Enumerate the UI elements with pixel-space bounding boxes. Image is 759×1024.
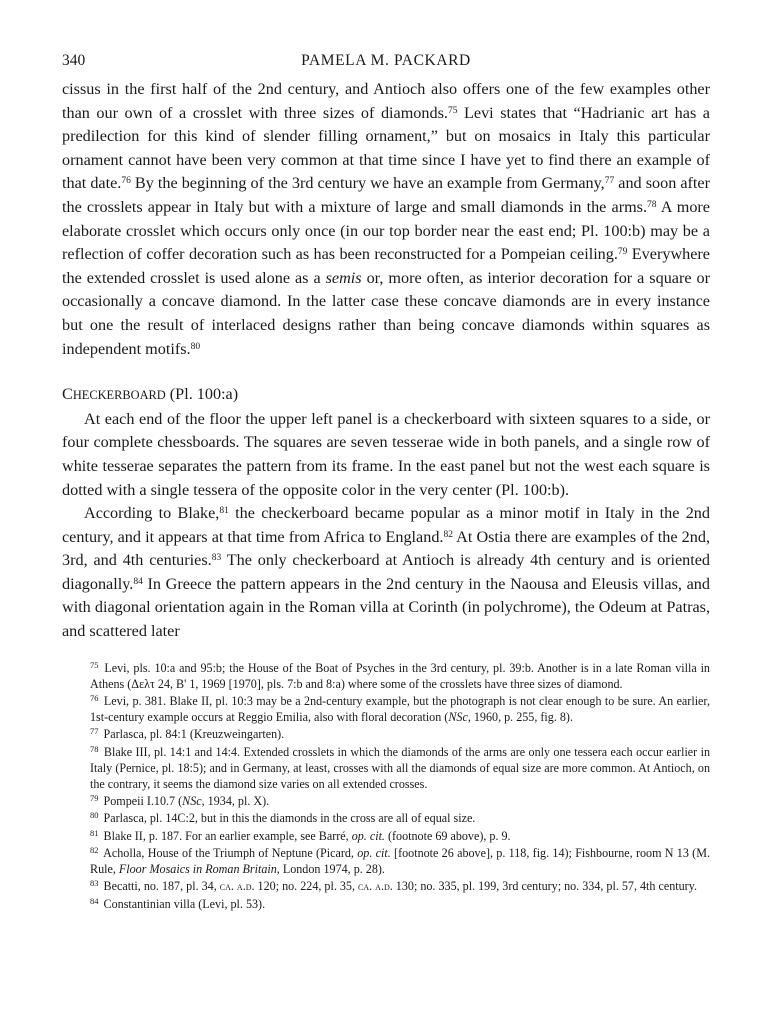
footnote-text: (footnote 69 above), p. 9. <box>384 828 511 843</box>
footnote-text: Acholla, House of the Triumph of Neptune (Picard, <box>103 845 358 860</box>
footnote-ref: 81 <box>219 506 229 517</box>
footnote-text: , London 1974, p. 28). <box>276 862 385 877</box>
body-text <box>62 78 710 644</box>
text-run: At Ostia there are examples of the 2nd, 3rd, and 4th centuries. <box>62 527 710 570</box>
footnote <box>62 660 710 692</box>
footnote-text: Becatti, no. 187, pl. 34, <box>103 879 220 894</box>
footnote-number: 83 <box>90 878 99 889</box>
page <box>62 52 710 912</box>
footnote-number: 80 <box>90 810 99 821</box>
text-run: According to Blake, <box>84 504 220 523</box>
text-run: cissus in the first half of the 2nd century, and Antioch also offers one of the few examples other than our own of a crosslet with three sizes of diamonds. <box>62 80 710 122</box>
footnote-text: , 1960, p. 255, fig. 8). <box>467 710 573 725</box>
footnote-ref: 78 <box>647 199 657 210</box>
footnotes <box>62 660 710 912</box>
heading-plate-ref: (Pl. 100:a) <box>165 385 239 404</box>
text-run: and soon after the crosslets appear in Italy but with a mixture of large and small diamonds in the arms. <box>62 174 710 216</box>
footnote <box>62 845 710 877</box>
italic-title: Floor Mosaics in Roman Britain <box>118 862 277 877</box>
footnote-number: 77 <box>90 726 99 737</box>
footnote-text: Levi, p. 381. Blake II, pl. 10:3 may be a 2nd-century example, but the photograph is not clear enough to be sure. An earlier, 1st-century example occurs at Reggio Emilia, also with floral decoration ( <box>90 694 710 725</box>
footnote-text: Blake III, pl. 14:1 and 14:4. Extended crosslets in which the diamonds of the arms are only one tessera each occur earlier in Italy (Pernice, pl. 18:5); and in Germany, at least, crosses with all the diamonds of equal size are more common. At Antioch, on the contrary, it seems the diamond size varies on all extended crosses. <box>90 744 710 792</box>
text-run: Everywhere the extended crosslet is used alone as a <box>62 245 710 287</box>
footnote <box>62 744 710 793</box>
footnote-number: 75 <box>90 659 99 670</box>
footnote <box>62 878 710 894</box>
italic-term: NSc <box>448 710 468 725</box>
section-heading <box>62 383 710 408</box>
italic-term: NSc <box>182 794 202 809</box>
footnote-ref: 82 <box>443 529 453 540</box>
text-run: A more elaborate crosslet which occurs only once (in our top border near the east end; Pl. 100:b) may be a reflection of coffer decoration such as has been reconstructed for a Pompeian ceiling. <box>62 197 710 264</box>
text-run: or, more often, as interior decoration for a square or occasionally a concave diamond. In the latter case these concave diamonds are in every instance but one the result of interlaced designs rather than being concave diamonds within squares as independent motifs. <box>62 268 711 358</box>
footnote-ref: 76 <box>121 176 131 187</box>
footnote <box>62 693 710 725</box>
footnote-number: 81 <box>90 827 99 838</box>
footnote-text: Levi, pls. 10:a and 95:b; the House of the Boat of Psyches in the 3rd century, pl. 39:b. Another is in a late Roman villa in Athens (Δελτ 24, Β' 1, 1969 [1970], pls. 7:b and 8:a) where some of the crosslets have three sizes of diamond. <box>90 660 710 691</box>
footnote-text: Parlasca, pl. 84:1 (Kreuzweingarten). <box>103 727 285 742</box>
footnote <box>62 828 710 844</box>
footnote-ref: 79 <box>617 247 628 258</box>
footnote-ref: 75 <box>447 105 458 116</box>
page-header <box>62 52 710 78</box>
paragraph <box>62 502 710 644</box>
italic-term: semis <box>325 268 362 287</box>
italic-term: op. cit. <box>351 828 385 843</box>
footnote-ref: 83 <box>211 553 222 564</box>
running-head: PAMELA M. PACKARD <box>301 52 471 69</box>
text-run: In Greece the pattern appears in the 2nd century in the Naousa and Eleusis villas, and with diagonal orientation again in the Roman villa at Corinth (in polychrome), the Odeum at Patras, and scattered later <box>62 574 710 641</box>
footnote-ref: 84 <box>133 576 143 587</box>
paragraph: At each end of the floor the upper left panel is a checkerboard with sixteen squares to a side, or four complete chessboards. The squares are seven tesserae wide in both panels, and a single row of white tesserae separates the pattern from its frame. In the east panel but not the west each square is dotted with a single tessera of the opposite color in the very center (Pl. 100:b). <box>62 409 710 499</box>
footnote-text: 120; no. 224, pl. 35, <box>254 879 359 894</box>
heading-smallcaps: HECKERBOARD <box>72 388 166 403</box>
footnote-ref: 80 <box>190 341 201 352</box>
smallcaps-date: ca. a.d. <box>219 879 255 894</box>
footnote-text: Constantinian villa (Levi, pl. 53). <box>103 896 266 911</box>
paragraph <box>62 78 710 361</box>
footnote-number: 82 <box>90 844 99 855</box>
text-run: Levi states that “Hadrianic art has a predilection for this kind of slender filling ornament,” but on mosaics in Italy this particular ornament cannot have been very common at that time since I have yet to find there an example of that date. <box>62 103 710 193</box>
footnote <box>62 810 710 826</box>
footnote-text: Parlasca, pl. 14C:2, but in this the diamonds in the cross are all of equal size. <box>103 811 476 826</box>
footnote-number: 78 <box>90 743 99 754</box>
text-run: By the beginning of the 3rd century we have an example from Germany, <box>130 174 605 193</box>
footnote-number: 76 <box>90 693 99 704</box>
footnote-number: 79 <box>90 793 99 804</box>
footnote-text: Pompeii I.10.7 ( <box>103 794 183 809</box>
footnote-text: 130; no. 335, pl. 199, 3rd century; no. 334, pl. 57, 4th century. <box>392 879 697 894</box>
heading-initial: C <box>62 385 73 404</box>
smallcaps-date: ca. a.d. <box>358 879 393 894</box>
footnote-number: 84 <box>90 895 99 906</box>
footnote <box>62 793 710 809</box>
text-run: the checkerboard became popular as a minor motif in Italy in the 2nd century, and it appears at that time from Africa to England. <box>62 504 710 546</box>
footnote <box>62 726 710 742</box>
page-number: 340 <box>62 52 86 69</box>
text-run: The only checkerboard at Antioch is already 4th century and is oriented diagonally. <box>62 551 710 593</box>
footnote-text: , 1934, pl. X). <box>201 794 270 809</box>
footnote <box>62 896 710 912</box>
footnote-ref: 77 <box>604 176 615 187</box>
footnote-text: Blake II, p. 187. For an earlier example, see Barré, <box>103 828 352 843</box>
footnote-text: [footnote 26 above], p. 118, fig. 14); Fishbourne, room N 13 (M. Rule, <box>90 845 710 877</box>
italic-term: op. cit. <box>357 845 391 860</box>
